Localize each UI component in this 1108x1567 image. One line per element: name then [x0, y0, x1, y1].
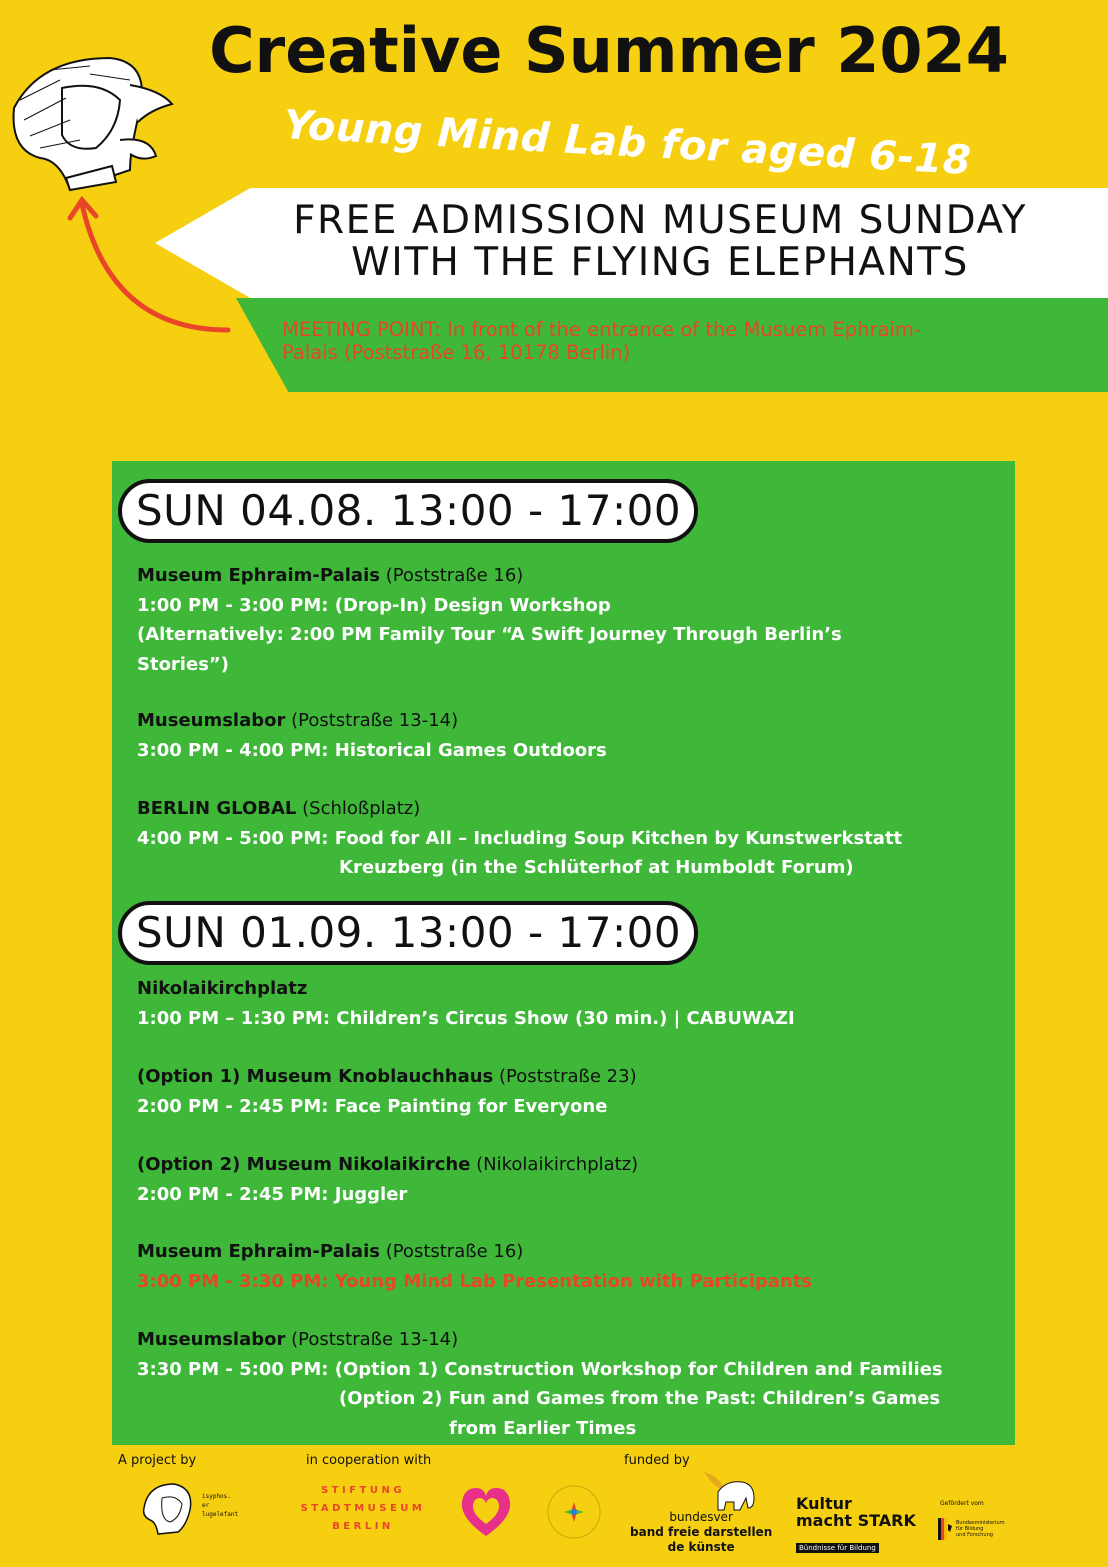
event-time-line-highlight: 3:00 PM - 3:30 PM: Young Mind Lab Presentation with Participants — [137, 1270, 813, 1292]
meeting-line-2: Palais (Poststraße 16, 10178 Berlin) — [282, 341, 631, 364]
event-detail-line: from Earlier Times — [449, 1417, 637, 1439]
day-2-event-4 — [137, 1237, 1007, 1296]
venue-name: BERLIN GLOBAL — [137, 798, 297, 819]
venue-address: (Poststraße 23) — [493, 1066, 637, 1087]
admission-banner-text — [200, 200, 1108, 284]
event-time-line: 3:00 PM - 4:00 PM: Historical Games Outdoors — [137, 739, 607, 761]
event-time-line: 2:00 PM - 2:45 PM: Face Painting for Everyone — [137, 1095, 608, 1117]
event-venue — [137, 561, 1007, 591]
event-time-line: 2:00 PM - 2:45 PM: Juggler — [137, 1183, 408, 1205]
banner-line-1: FREE ADMISSION MUSEUM SUNDAY — [293, 198, 1027, 243]
day-2-date-pill: SUN 01.09. 13:00 - 17:00 — [118, 901, 698, 965]
project-by-label: A project by — [118, 1453, 197, 1468]
venue-name: (Option 2) Museum Nikolaikirche — [137, 1154, 471, 1175]
poster-title: Creative Summer 2024 — [209, 14, 1009, 87]
venue-address: (Poststraße 13-14) — [285, 710, 459, 731]
stadtteilzentrum-pankow-heart-logo — [456, 1484, 516, 1540]
event-detail-line: Kreuzberg (in the Schlüterhof at Humboldt Forum) — [339, 857, 854, 878]
day-2-event-3 — [137, 1150, 1007, 1209]
day-1-date-pill: SUN 04.08. 13:00 - 17:00 — [118, 479, 698, 543]
cooperation-label: in cooperation with — [306, 1453, 432, 1468]
stadtmuseum-logo: STIFTUNG STADTMUSEUM BERLIN — [300, 1485, 426, 1532]
event-venue — [137, 1237, 1007, 1267]
gefoerdert-label: Gefördert vom — [940, 1500, 984, 1507]
elephant-icon — [14, 58, 172, 190]
venue-address: (Poststraße 13-14) — [285, 1329, 459, 1350]
venue-address: (Poststraße 16) — [379, 565, 524, 586]
event-time-line: 1:00 PM – 1:30 PM: Children’s Circus Show (30 min.) | CABUWAZI — [137, 1007, 795, 1029]
event-venue — [137, 706, 1007, 736]
event-time-line: 4:00 PM - 5:00 PM: Food for All – Including Soup Kitchen by Kunstwerkstatt — [137, 827, 903, 849]
day-2-event-1 — [137, 974, 1007, 1033]
venue-name: Museumslabor — [137, 710, 286, 731]
bmbf-logo-text: Bundesministerium für Bildung und Forschung — [956, 1520, 1005, 1538]
sisyphos-logo-text: isyphos. er lugelefant — [202, 1493, 239, 1518]
day-1-event-1 — [137, 561, 1007, 679]
funded-by-label: funded by — [624, 1453, 690, 1468]
day-2-event-2 — [137, 1062, 1007, 1121]
day-2-event-5 — [137, 1325, 1007, 1443]
event-venue — [137, 974, 1007, 1004]
venue-name: Nikolaikirchplatz — [137, 978, 308, 999]
banner-line-2: WITH THE FLYING ELEPHANTS — [351, 240, 969, 285]
flying-elephant-illustration — [0, 40, 240, 340]
event-time-line: 3:30 PM - 5:00 PM: (Option 1) Construction Workshop for Children and Families — [137, 1358, 943, 1380]
kultur-macht-stark-logo: Kultur macht STARK — [796, 1494, 916, 1530]
venue-address: (Nikolaikirchplatz) — [470, 1154, 639, 1175]
event-venue — [137, 1062, 1007, 1092]
day-1-event-3 — [137, 794, 1007, 883]
venue-name: Museumslabor — [137, 1329, 286, 1350]
event-time-line: 1:00 PM - 3:00 PM: (Drop-In) Design Workshop — [137, 594, 611, 616]
venue-name: Museum Ephraim-Palais — [137, 565, 380, 586]
venue-address: (Poststraße 16) — [379, 1241, 524, 1262]
day-1-event-2 — [137, 706, 1007, 765]
event-detail-line: (Alternatively: 2:00 PM Family Tour “A Swift Journey Through Berlin’s — [137, 624, 842, 645]
event-venue — [137, 1325, 1007, 1355]
venue-name: Museum Ephraim-Palais — [137, 1241, 380, 1262]
meeting-point-text — [282, 318, 1102, 364]
event-detail-line: Stories”) — [137, 653, 229, 675]
meeting-line-1: MEETING POINT: In front of the entrance of the Musuem Ephraim- — [282, 318, 921, 341]
venue-address: (Schloßplatz) — [296, 798, 421, 819]
bundesverband-logo-text: bundesver band freie darstellen de künste — [630, 1510, 773, 1554]
venue-name: (Option 1) Museum Knoblauchhaus — [137, 1066, 494, 1087]
winged-elephant-icon — [696, 1468, 760, 1514]
event-detail-line: (Option 2) Fun and Games from the Past: Children’s Games — [339, 1388, 941, 1409]
poster-subtitle: Young Mind Lab for aged 6-18 — [282, 102, 973, 184]
sisyphos-elephant-logo — [138, 1478, 202, 1538]
event-venue — [137, 794, 1007, 824]
event-venue — [137, 1150, 1007, 1180]
federal-eagle-icon — [938, 1518, 952, 1540]
kultur-macht-stark-subline: Bündnisse für Bildung — [796, 1543, 879, 1553]
stadtteilzentrum-empowerment-logo — [544, 1482, 604, 1542]
